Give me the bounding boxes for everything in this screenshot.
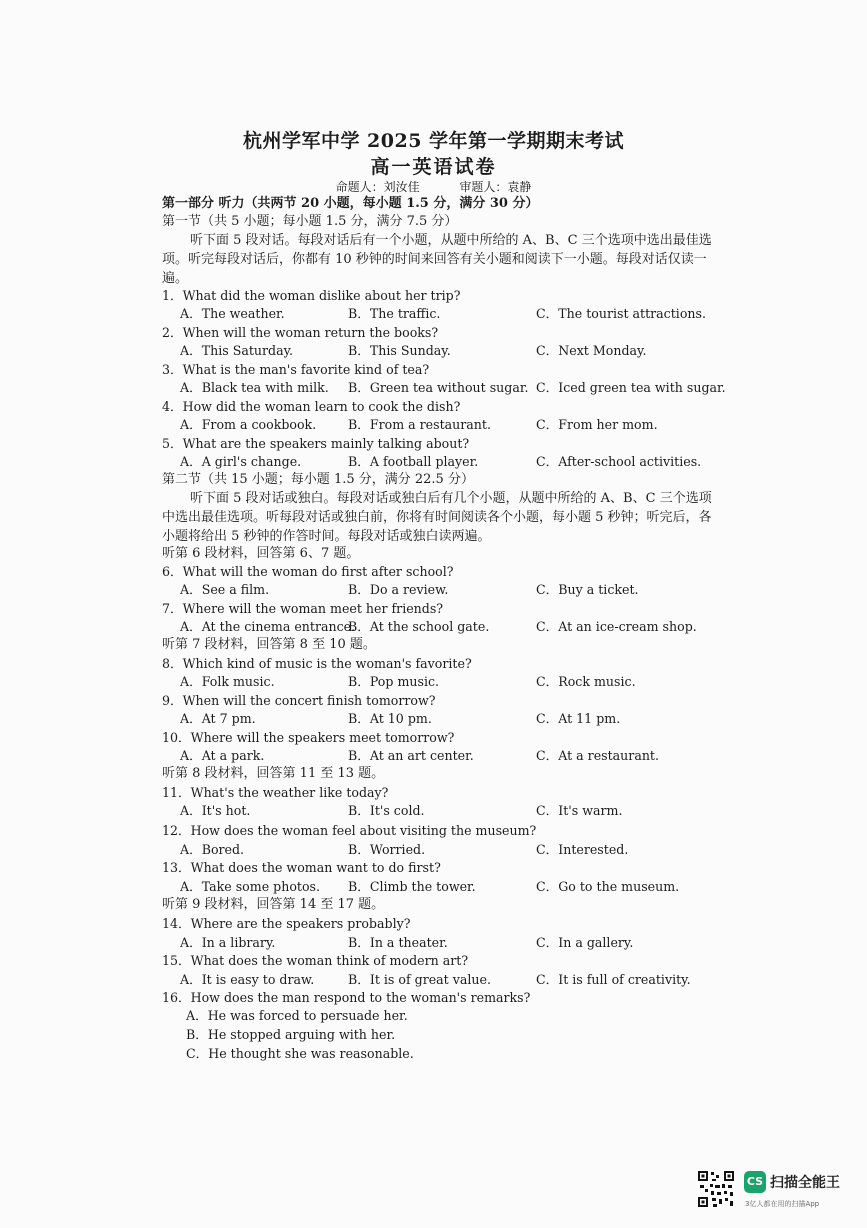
options-2: [180, 342, 740, 360]
option-a[interactable]: A．At a park.: [180, 748, 265, 763]
question-7: 7．Where will the woman meet her friends?: [162, 601, 444, 616]
option-b[interactable]: B．From a restaurant.: [348, 417, 491, 432]
option-c[interactable]: C．At 11 pm.: [536, 711, 621, 726]
option-b[interactable]: B．Climb the tower.: [348, 879, 476, 894]
scanner-tagline: 3亿人都在用的扫描App: [745, 1200, 820, 1208]
option-a[interactable]: A．It's hot.: [180, 803, 251, 818]
option-c[interactable]: C．The tourist attractions.: [536, 306, 706, 321]
option-b[interactable]: B．At 10 pm.: [348, 711, 432, 726]
scanner-app-name: 扫描全能王: [770, 1175, 840, 1191]
question-12: 12．How does the woman feel about visiting the museum?: [162, 823, 537, 838]
options-14: [180, 934, 740, 952]
option-b[interactable]: B．Do a review.: [348, 582, 449, 597]
question-14: 14．Where are the speakers probably?: [162, 916, 411, 931]
options-13: [180, 878, 740, 896]
option-a[interactable]: A．The weather.: [180, 306, 285, 321]
option-b[interactable]: B．A football player.: [348, 454, 479, 469]
exam-subtitle: 高一英语试卷: [370, 156, 497, 178]
option-a[interactable]: A．From a cookbook.: [180, 417, 317, 432]
options-15: [180, 971, 740, 989]
section-2-heading: 第二节（共 15 小题；每小题 1.5 分，满分 22.5 分）: [162, 472, 474, 487]
option-a[interactable]: A．In a library.: [180, 935, 276, 950]
question-9: 9．When will the concert finish tomorrow?: [162, 693, 436, 708]
option-b[interactable]: B．It's cold.: [348, 803, 425, 818]
options-8: [180, 673, 740, 691]
material-8-heading: 听第 8 段材料，回答第 11 至 13 题。: [162, 766, 385, 781]
material-7-heading: 听第 7 段材料，回答第 8 至 10 题。: [162, 637, 376, 652]
question-2: 2．When will the woman return the books?: [162, 325, 439, 340]
question-10: 10．Where will the speakers meet tomorrow?: [162, 730, 455, 745]
question-16: 16．How does the man respond to the woman's remarks?: [162, 990, 531, 1005]
question-1: 1．What did the woman dislike about her trip?: [162, 288, 461, 303]
option-b[interactable]: B．At an art center.: [348, 748, 474, 763]
option-a[interactable]: A．Take some photos.: [180, 879, 321, 894]
scanner-logo: CS: [744, 1171, 766, 1193]
options-5: [180, 453, 740, 471]
options-12: [180, 841, 740, 859]
option-a[interactable]: A．See a film.: [180, 582, 270, 597]
option-a[interactable]: A．Black tea with milk.: [180, 380, 329, 395]
setter: 命题人：刘汝佳: [335, 180, 420, 194]
option-a[interactable]: A．Bored.: [180, 842, 245, 857]
option-b[interactable]: B．Worried.: [348, 842, 426, 857]
options-4: [180, 416, 740, 434]
option-c[interactable]: C．Next Monday.: [536, 343, 647, 358]
authors-line: [0, 178, 867, 195]
options-9: [180, 710, 740, 728]
qr-code-icon: [697, 1170, 735, 1208]
reviewer: 审题人：袁静: [459, 180, 532, 194]
option-b[interactable]: B．He stopped arguing with her.: [186, 1027, 396, 1042]
option-a[interactable]: A．He was forced to persuade her.: [186, 1008, 408, 1023]
question-3: 3．What is the man's favorite kind of tea?: [162, 362, 430, 377]
option-c[interactable]: C．From her mom.: [536, 417, 658, 432]
option-b[interactable]: B．The traffic.: [348, 306, 441, 321]
option-a[interactable]: A．At 7 pm.: [180, 711, 256, 726]
option-c[interactable]: C．Iced green tea with sugar.: [536, 380, 726, 395]
options-1: [180, 305, 740, 323]
option-a[interactable]: A．It is easy to draw.: [180, 972, 315, 987]
option-c[interactable]: C．Buy a ticket.: [536, 582, 639, 597]
option-b[interactable]: B．Pop music.: [348, 674, 440, 689]
part-heading: 第一部分 听力（共两节 20 小题，每小题 1.5 分，满分 30 分）: [162, 196, 539, 211]
option-c[interactable]: C．It's warm.: [536, 803, 623, 818]
exam-title: 杭州学军中学 2025 学年第一学期期末考试: [242, 130, 625, 152]
option-b[interactable]: B．At the school gate.: [348, 619, 490, 634]
question-4: 4．How did the woman learn to cook the dish?: [162, 399, 461, 414]
option-b[interactable]: B．This Sunday.: [348, 343, 451, 358]
option-b[interactable]: B．In a theater.: [348, 935, 448, 950]
option-b[interactable]: B．It is of great value.: [348, 972, 491, 987]
material-9-heading: 听第 9 段材料，回答第 14 至 17 题。: [162, 897, 385, 912]
option-c[interactable]: C．It is full of creativity.: [536, 972, 691, 987]
material-6-heading: 听第 6 段材料，回答第 6、7 题。: [162, 546, 360, 561]
option-a[interactable]: A．Folk music.: [180, 674, 275, 689]
option-a[interactable]: A．A girl's change.: [180, 454, 302, 469]
option-a[interactable]: A．At the cinema entrance.: [180, 619, 356, 634]
option-c[interactable]: C．At a restaurant.: [536, 748, 659, 763]
options-7: [180, 618, 740, 636]
question-13: 13．What does the woman want to do first?: [162, 860, 441, 875]
option-a[interactable]: A．This Saturday.: [180, 343, 294, 358]
option-c[interactable]: C．Interested.: [536, 842, 629, 857]
option-c[interactable]: C．At an ice-cream shop.: [536, 619, 697, 634]
options-10: [180, 747, 740, 765]
question-5: 5．What are the speakers mainly talking about?: [162, 436, 470, 451]
section-1-heading: 第一节（共 5 小题；每小题 1.5 分，满分 7.5 分）: [162, 214, 458, 229]
question-15: 15．What does the woman think of modern art?: [162, 953, 469, 968]
question-8: 8．Which kind of music is the woman's favorite?: [162, 656, 472, 671]
option-b[interactable]: B．Green tea without sugar.: [348, 380, 529, 395]
options-11: [180, 802, 740, 820]
option-c[interactable]: C．He thought she was reasonable.: [186, 1046, 414, 1061]
section-1-instructions: 听下面 5 段对话。每段对话后有一个小题，从题中所给的 A、B、C 三个选项中选出最佳选项。听完每段对话后，你都有 10 秒钟的时间来回答有关小题和阅读下一小题。每段对话仅读一遍。: [162, 233, 712, 286]
option-c[interactable]: C．In a gallery.: [536, 935, 634, 950]
options-6: [180, 581, 740, 599]
option-c[interactable]: C．Rock music.: [536, 674, 636, 689]
section-2-instructions: 听下面 5 段对话或独白。每段对话或独白后有几个小题，从题中所给的 A、B、C 三个选项中选出最佳选项。听每段对话或独白前，你将有时间阅读各个小题，每小题 5 秒钟；听完后，各小题将给出 5 秒钟的作答时间。每段对话或独白读两遍。: [162, 491, 712, 544]
question-11: 11．What's the weather like today?: [162, 785, 389, 800]
option-c[interactable]: C．After-school activities.: [536, 454, 702, 469]
options-3: [180, 379, 740, 397]
option-c[interactable]: C．Go to the museum.: [536, 879, 680, 894]
question-6: 6．What will the woman do first after school?: [162, 564, 454, 579]
